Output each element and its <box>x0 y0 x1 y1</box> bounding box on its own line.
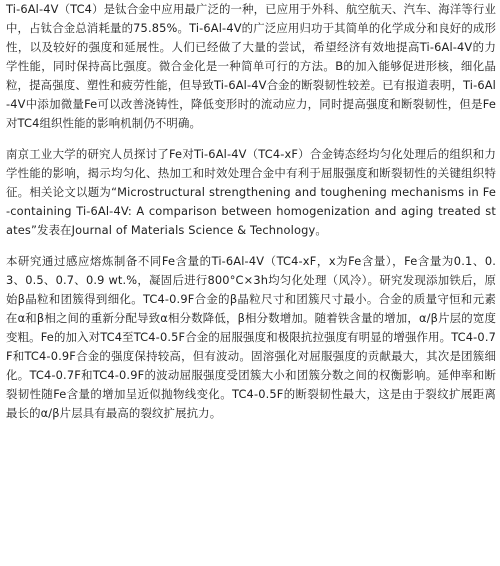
study-paragraph: 南京工业大学的研究人员探讨了Fe对Ti-6Al-4V（TC4-xF）合金铸态经均匀化处理后的组织和力学性能的影响，揭示均匀化、热加工和时效处理合金中有利于屈服强度和断裂韧性的关键组织特征。相关论文以题为“Microstructural strengthening and toughening mechanisms in Fe-containing Ti-6Al-4V: A comparison between homogenization and aging treated states”发表在Journal of Materials Science & Technology。 <box>6 147 496 237</box>
results-paragraph: 本研究通过感应熔炼制备不同Fe含量的Ti-6Al-4V（TC4-xF，x为Fe含量），Fe含量为0.1、0.3、0.5、0.7、0.9 wt.%，凝固后进行800°C×3h均匀化处理（风冷）。研究发现添加铁后，原始β晶粒和团簇得到细化。TC4-0.9F合金的β晶粒尺寸和团簇尺寸最小。合金的质量守恒和元素在α和β相之间的重新分配导致α相分数降低，β相分数增加。随着铁含量的增加，α/β片层的宽度变粗。Fe的加入对TC4至TC4-0.5F合金的屈服强度和极限抗拉强度有明显的增强作用。TC4-0.7F和TC4-0.9F合金的强度保持较高，但有波动。固溶强化对屈服强度的贡献最大，其次是团簇细化。TC4-0.7F和TC4-0.9F的波动屈服强度受团簇大小和团簇分数之间的权衡影响。延伸率和断裂韧性随Fe含量的增加呈近似抛物线变化。TC4-0.5F的断裂韧性最大，这是由于裂纹扩展距离最长的α/β片层具有最高的裂纹扩展抗力。 <box>6 254 496 420</box>
intro-paragraph: Ti-6Al-4V（TC4）是钛合金中应用最广泛的一种，已应用于外科、航空航天、汽车、海洋等行业中，占钛合金总消耗量的75.85%。Ti-6Al-4V的广泛应用归功于其简单的化学成分和良好的成形性，以及较好的强度和延展性。人们已经做了大量的尝试，希望经济有效地提高Ti-6Al-4V的力学性能，同时保持高比强度。微合金化是一种简单可行的方法。B的加入能够促进形核，细化晶粒，提高强度、塑性和疲劳性能，但导致Ti-6Al-4V合金的断裂韧性较差。已有报道表明，Ti-6Al-4V中添加微量Fe可以改善浇铸性，降低变形时的流动应力，同时提高强度和断裂韧性，但是Fe对TC4组织性能的影响机制仍不明确。 <box>6 2 496 130</box>
